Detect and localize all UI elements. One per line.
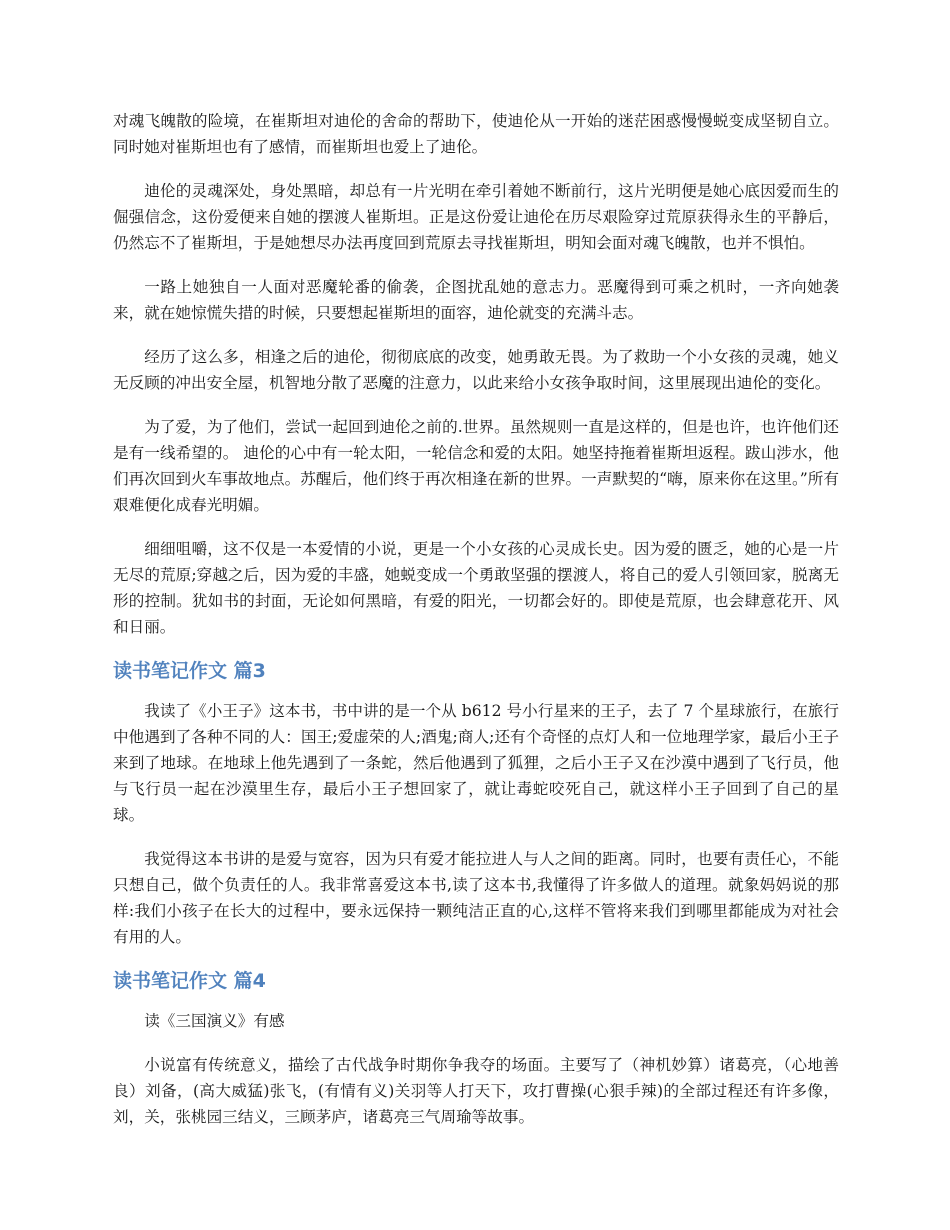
body-paragraph: 为了爱，为了他们，尝试一起回到迪伦之前的.世界。虽然规则一直是这样的，但是也许，也许他们还是有一线希望的。 迪伦的心中有一轮太阳，一轮信念和爱的太阳。她坚持拖着崔斯坦返程。跋山涉水，他们再次回到火车事故地点。苏醒后，他们终于再次相逢在新的世界。一声默契的“嗨，原来你在这里。”所有艰难便化成春光明媚。 xyxy=(113,418,839,514)
section-heading-3: 读书笔记作文 篇3 xyxy=(113,660,266,682)
body-paragraph: 我读了《小王子》这本书，书中讲的是一个从 b612 号小行星来的王子，去了 7 个星球旅行，在旅行中他遇到了各种不同的人：国王;爱虚荣的人;酒鬼;商人;还有个奇怪的点灯人和一位地理学家，最后小王子来到了地球。在地球上他先遇到了一条蛇，然后他遇到了狐狸，之后小王子又在沙漠中遇到了飞行员，他与飞行员一起在沙漠里生存，最后小王子想回家了，就让毒蛇咬死自己，就这样小王子回到了自己的星球。 xyxy=(113,702,839,824)
document-page xyxy=(113,108,839,1148)
body-paragraph: 小说富有传统意义，描绘了古代战争时期你争我夺的场面。主要写了（神机妙算）诸葛亮，（心地善良）刘备，(高大威猛)张飞，(有情有义)关羽等人打天下，攻打曹操(心狠手辣)的全部过程还有许多像，刘，关，张桃园三结义，三顾茅庐，诸葛亮三气周瑜等故事。 xyxy=(113,1056,839,1126)
body-paragraph: 对魂飞魄散的险境，在崔斯坦对迪伦的舍命的帮助下，使迪伦从一开始的迷茫困惑慢慢蜕变成坚韧自立。同时她对崔斯坦也有了感情，而崔斯坦也爱上了迪伦。 xyxy=(113,112,839,156)
body-paragraph: 我觉得这本书讲的是爱与宽容，因为只有爱才能拉进人与人之间的距离。同时，也要有责任心，不能只想自己，做个负责任的人。我非常喜爱这本书,读了这本书,我懂得了许多做人的道理。就象妈妈说的那样:我们小孩子在长大的过程中，要永远保持一颗纯洁正直的心,这样不管将来我们到哪里都能成为对社会有用的人。 xyxy=(113,850,839,946)
body-paragraph: 迪伦的灵魂深处，身处黑暗，却总有一片光明在牵引着她不断前行，这片光明便是她心底因爱而生的倔强信念，这份爱便来自她的摆渡人崔斯坦。正是这份爱让迪伦在历尽艰险穿过荒原获得永生的平静后，仍然忘不了崔斯坦，于是她想尽办法再度回到荒原去寻找崔斯坦，明知会面对魂飞魄散，也并不惧怕。 xyxy=(113,182,839,252)
body-paragraph: 读《三国演义》有感 xyxy=(144,1012,285,1030)
section-heading-4: 读书笔记作文 篇4 xyxy=(113,970,266,992)
body-paragraph: 一路上她独自一人面对恶魔轮番的偷袭，企图扰乱她的意志力。恶魔得到可乘之机时，一齐向她袭来，就在她惊慌失措的时候，只要想起崔斯坦的面容，迪伦就变的充满斗志。 xyxy=(113,278,839,322)
body-paragraph: 经历了这么多，相逢之后的迪伦，彻彻底底的改变，她勇敢无畏。为了救助一个小女孩的灵魂，她义无反顾的冲出安全屋，机智地分散了恶魔的注意力，以此来给小女孩争取时间，这里展现出迪伦的变化。 xyxy=(113,348,839,392)
body-paragraph: 细细咀嚼，这不仅是一本爱情的小说，更是一个小女孩的心灵成长史。因为爱的匮乏，她的心是一片无尽的荒原;穿越之后，因为爱的丰盛，她蜕变成一个勇敢坚强的摆渡人，将自己的爱人引领回家，脱离无形的控制。犹如书的封面，无论如何黑暗，有爱的阳光，一切都会好的。即使是荒原，也会肆意花开、风和日丽。 xyxy=(113,540,839,636)
